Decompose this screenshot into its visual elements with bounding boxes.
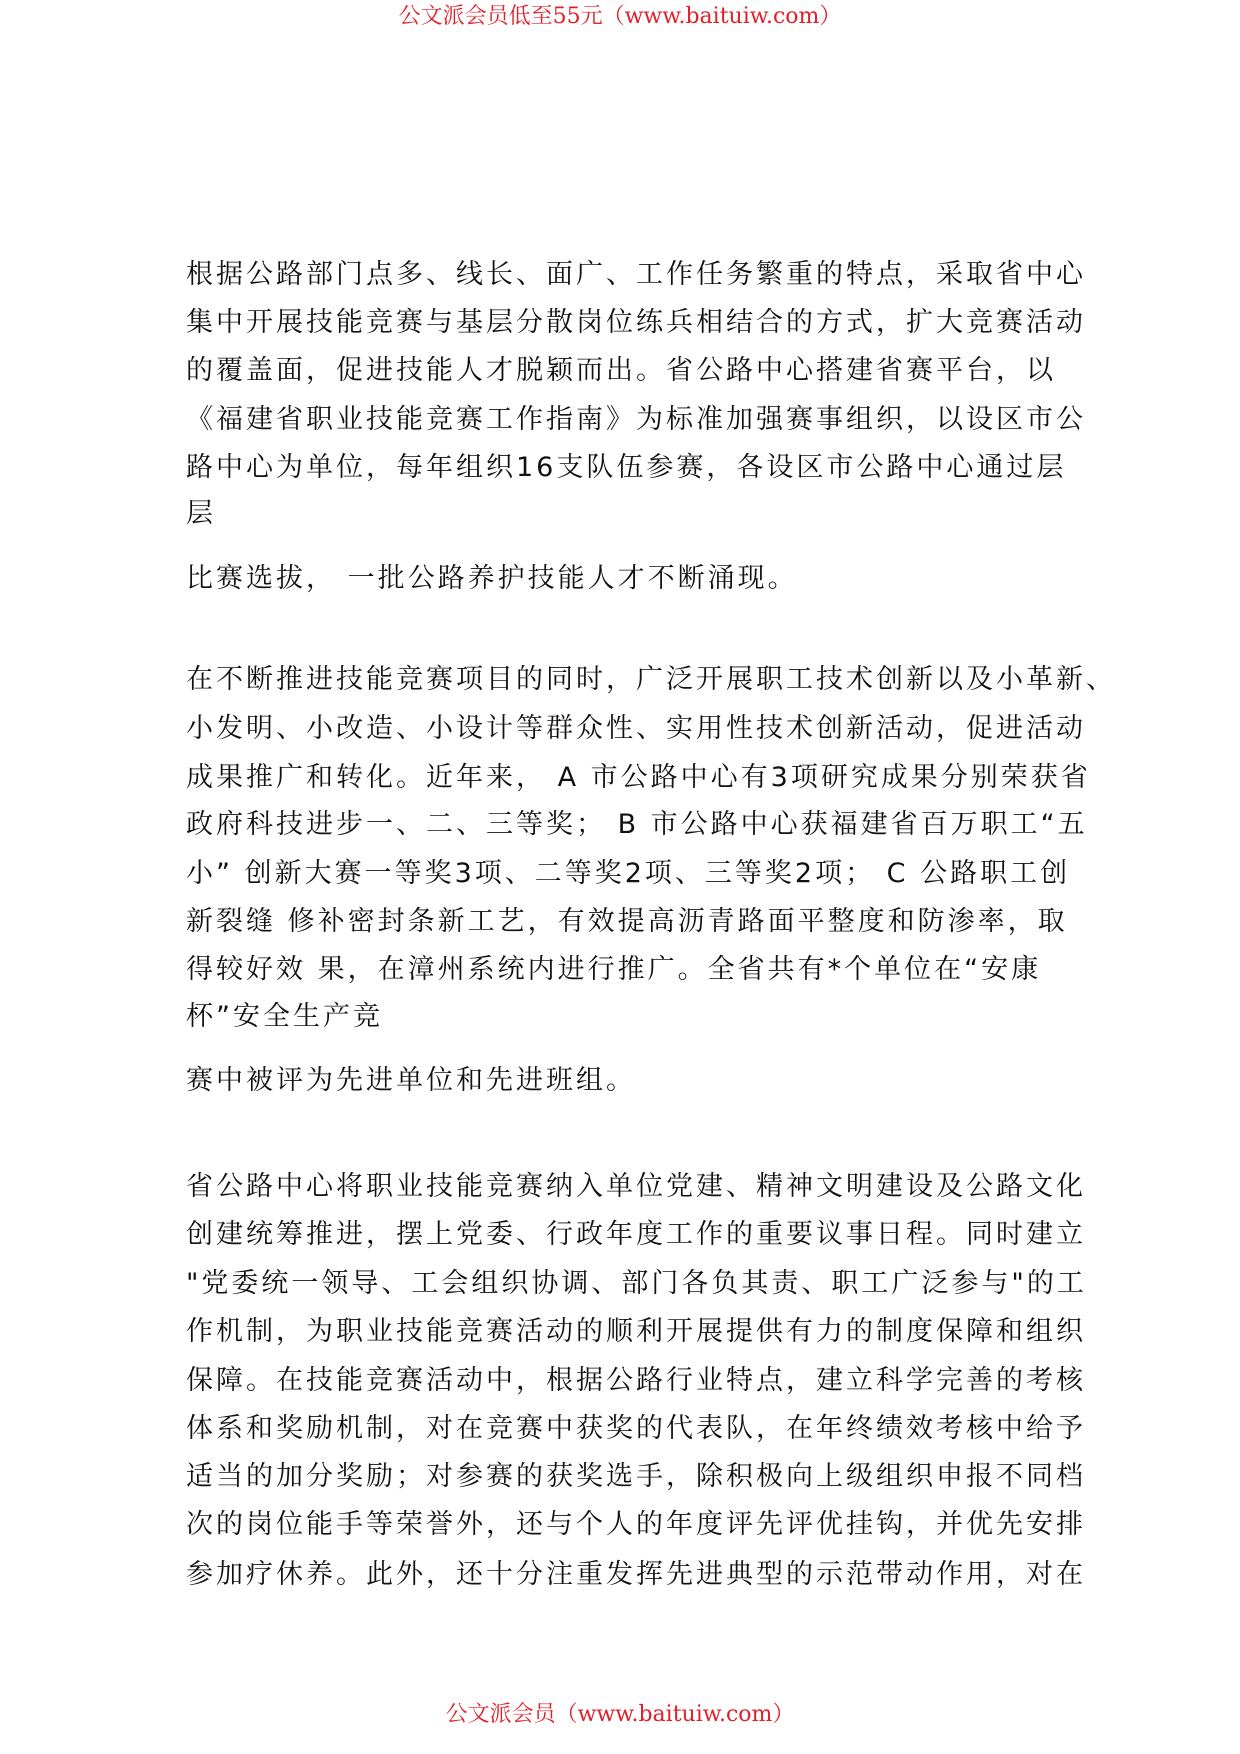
text-line: 参加疗休养。此外，还十分注重发挥先进典型的示范带动作用，对在 — [186, 1559, 1086, 1590]
footer-watermark: 公文派会员（www.baituiw.com） — [445, 1702, 795, 1727]
text-line: 体系和奖励机制，对在竞赛中获奖的代表队，在年终绩效考核中给予 — [186, 1413, 1086, 1444]
text-line: 政府科技进步一、二、三等奖； B 市公路中心获福建省百万职工“五 — [186, 809, 1088, 840]
text-line: 的覆盖面，促进技能人才脱颖而出。省公路中心搭建省赛平台，以 — [186, 355, 1056, 386]
text-line: 根据公路部门点多、线长、面广、工作任务繁重的特点，采取省中心 — [186, 259, 1086, 290]
text-line: 在不断推进技能竞赛项目的同时，广泛开展职工技术创新以及小革新、 — [186, 664, 1116, 695]
text-line: 创建统筹推进，摆上党委、行政年度工作的重要议事日程。同时建立 — [186, 1219, 1086, 1250]
text-line: 次的岗位能手等荣誉外，还与个人的年度评先评优挂钩，并优先安排 — [186, 1509, 1086, 1540]
text-line: 省公路中心将职业技能竞赛纳入单位党建、精神文明建设及公路文化 — [186, 1171, 1086, 1202]
text-line: 适当的加分奖励；对参赛的获奖选手，除积极向上级组织申报不同档 — [186, 1461, 1086, 1492]
text-line: 杯”安全生产竞 — [186, 1001, 383, 1032]
text-line: 小” 创新大赛一等奖3项、二等奖2项、三等奖2项； C 公路职工创 — [186, 858, 1071, 889]
text-line: 得较好效 果，在漳州系统内进行推广。全省共有*个单位在“安康 — [186, 954, 1042, 985]
text-line: 赛中被评为先进单位和先进班组。 — [186, 1065, 636, 1096]
text-line: 《福建省职业技能竞赛工作指南》为标准加强赛事组织，以设区市公 — [186, 404, 1086, 435]
text-line: 比赛选拔， 一批公路养护技能人才不断涌现。 — [186, 563, 798, 594]
text-line: 保障。在技能竞赛活动中，根据公路行业特点，建立科学完善的考核 — [186, 1365, 1086, 1396]
text-line: 小发明、小改造、小设计等群众性、实用性技术创新活动，促进活动 — [186, 713, 1086, 744]
text-line: 成果推广和转化。近年来， A 市公路中心有3项研究成果分别荣获省 — [186, 762, 1091, 793]
text-line: 新裂缝 修补密封条新工艺，有效提高沥青路面平整度和防渗率，取 — [186, 906, 1068, 937]
text-line: 作机制，为职业技能竞赛活动的顺利开展提供有力的制度保障和组织 — [186, 1316, 1086, 1347]
text-line: 层 — [186, 498, 216, 529]
text-line: "党委统一领导、工会组织协调、部门各负其责、职工广泛参与"的工 — [186, 1268, 1087, 1299]
text-line: 路中心为单位，每年组织16支队伍参赛，各设区市公路中心通过层 — [186, 452, 1067, 483]
header-watermark: 公文派会员低至55元（www.baituiw.com） — [398, 4, 842, 29]
text-line: 集中开展技能竞赛与基层分散岗位练兵相结合的方式，扩大竞赛活动 — [186, 307, 1086, 338]
